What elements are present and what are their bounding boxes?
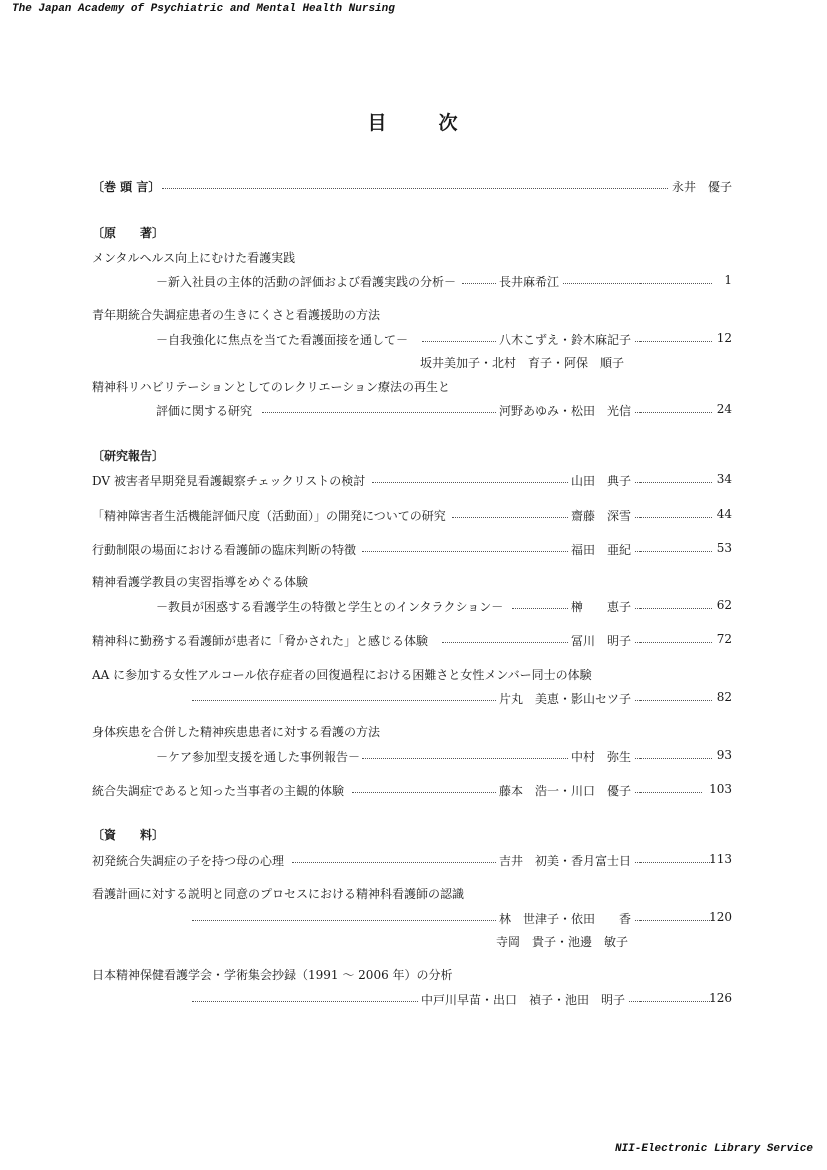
toc-entry[interactable]	[92, 541, 732, 557]
entry-title[interactable]: AA に参加する女性アルコール依存症者の回復過程における困難さと女性メンバー同士の体験	[92, 668, 592, 682]
page-number: 44	[716, 507, 732, 521]
entry-author: 河野あゆみ・松田 光信	[496, 402, 634, 419]
entry-title: 精神科に勤務する看護師が患者に「脅かされた」と感じる体験	[92, 632, 431, 649]
toc-entry[interactable]	[92, 910, 732, 926]
page-number: 93	[716, 748, 732, 762]
page-number: 24	[716, 402, 732, 416]
page-number: 126	[709, 991, 732, 1005]
toc-entry[interactable]	[92, 852, 732, 868]
entry-title: 行動制限の場面における看護師の臨床判断の特徴	[92, 541, 359, 558]
dot-leader	[640, 792, 700, 793]
section-reports: 〔研究報告〕	[92, 449, 165, 463]
entry-title[interactable]: メンタルヘルス向上にむけた看護実践	[92, 251, 296, 265]
entry-subtitle: 評価に関する研究	[156, 402, 255, 419]
toc-entry[interactable]	[92, 507, 732, 523]
journal-header: The Japan Academy of Psychiatric and Mental Health Nursing	[12, 3, 395, 15]
entry-author: 八木こずえ・鈴木麻記子	[496, 331, 634, 348]
dot-leader	[262, 412, 702, 413]
entry-title: DV 被害者早期発見看護観察チェックリストの検討	[92, 472, 368, 489]
toc-entry[interactable]	[92, 782, 732, 798]
page-number: 1	[724, 273, 732, 287]
page-number: 34	[716, 472, 732, 486]
toc-entry[interactable]	[92, 690, 732, 706]
entry-title[interactable]: 身体疾患を合併した精神疾患患者に対する看護の方法	[92, 725, 381, 739]
section-materials: 〔資 料〕	[92, 828, 165, 842]
entry-author: 長井麻希江	[496, 273, 562, 290]
toc-entry[interactable]	[92, 748, 732, 764]
toc-entry[interactable]	[92, 402, 732, 418]
footer-service: NII-Electronic Library Service	[614, 1143, 813, 1155]
entry-title: 「精神障害者生活機能評価尺度（活動面）」の開発についての研究	[92, 507, 449, 524]
toc-entry[interactable]	[92, 331, 732, 347]
entry-author: 中戸川早苗・出口 禎子・池田 明子	[418, 991, 628, 1008]
entry-author: 片丸 美恵・影山セツ子	[496, 690, 634, 707]
dot-leader	[162, 188, 682, 189]
entry-author-continued: 寺岡 貴子・池邊 敏子	[496, 935, 629, 949]
page-number: 113	[709, 852, 732, 866]
toc-entry[interactable]	[92, 273, 732, 289]
entry-title: 統合失調症であると知った当事者の主観的体験	[92, 782, 347, 799]
page-number: 72	[716, 632, 732, 646]
entry-title[interactable]: 精神科リハビリテーションとしてのレクリエーション療法の再生と	[92, 380, 450, 394]
entry-author: 福田 亜紀	[568, 541, 634, 558]
foreword-author: 永井 優子	[668, 178, 732, 195]
entry-subtitle: －新入社員の主体的活動の評価および看護実践の分析－	[156, 273, 459, 290]
entry-author: 吉井 初美・香月富士日	[496, 852, 634, 869]
entry-subtitle: －自我強化に焦点を当てた看護面接を通して－	[156, 331, 411, 348]
page-number: 12	[716, 331, 732, 345]
page-number: 120	[709, 910, 732, 924]
entry-title[interactable]: 看護計画に対する説明と同意のプロセスにおける精神科看護師の認識	[92, 887, 465, 901]
entry-title[interactable]: 青年期統合失調症患者の生きにくさと看護援助の方法	[92, 308, 381, 322]
entry-author: 榊 恵子	[568, 598, 634, 615]
page-number: 53	[716, 541, 732, 555]
entry-subtitle: －ケア参加型支援を通した事例報告－	[156, 748, 363, 765]
foreword-entry[interactable]	[92, 178, 732, 194]
toc-entry[interactable]	[92, 598, 732, 614]
entry-author: 齋藤 深雪	[568, 507, 634, 524]
title-char-2: 次	[438, 112, 460, 134]
entry-author: 林 世津子・依田 香	[496, 910, 634, 927]
entry-author: 中村 弥生	[568, 748, 634, 765]
entry-title[interactable]: 日本精神保健看護学会・学術集会抄録（1991 ～ 2006 年）の分析	[92, 968, 453, 982]
entry-author: 藤本 浩一・川口 優子	[496, 782, 634, 799]
entry-title: 初発統合失調症の子を持つ母の心理	[92, 852, 287, 869]
page-number: 82	[716, 690, 732, 704]
toc-entry[interactable]	[92, 472, 732, 488]
entry-author-continued: 坂井美加子・北村 育子・阿保 順子	[420, 356, 625, 370]
title-char-1: 目	[367, 112, 389, 134]
entry-title[interactable]: 精神看護学教員の実習指導をめぐる体験	[92, 575, 309, 589]
page-title	[0, 108, 827, 135]
entry-author: 冨川 明子	[568, 632, 634, 649]
toc-entry[interactable]	[92, 991, 732, 1007]
page-number: 62	[716, 598, 732, 612]
entry-subtitle: －教員が困惑する看護学生の特徴と学生とのインタラクション－	[156, 598, 506, 615]
section-foreword: 〔巻 頭 言〕	[92, 178, 163, 195]
entry-author: 山田 典子	[568, 472, 634, 489]
section-originals: 〔原 著〕	[92, 226, 165, 240]
page-number: 103	[709, 782, 732, 796]
toc-entry[interactable]	[92, 632, 732, 648]
